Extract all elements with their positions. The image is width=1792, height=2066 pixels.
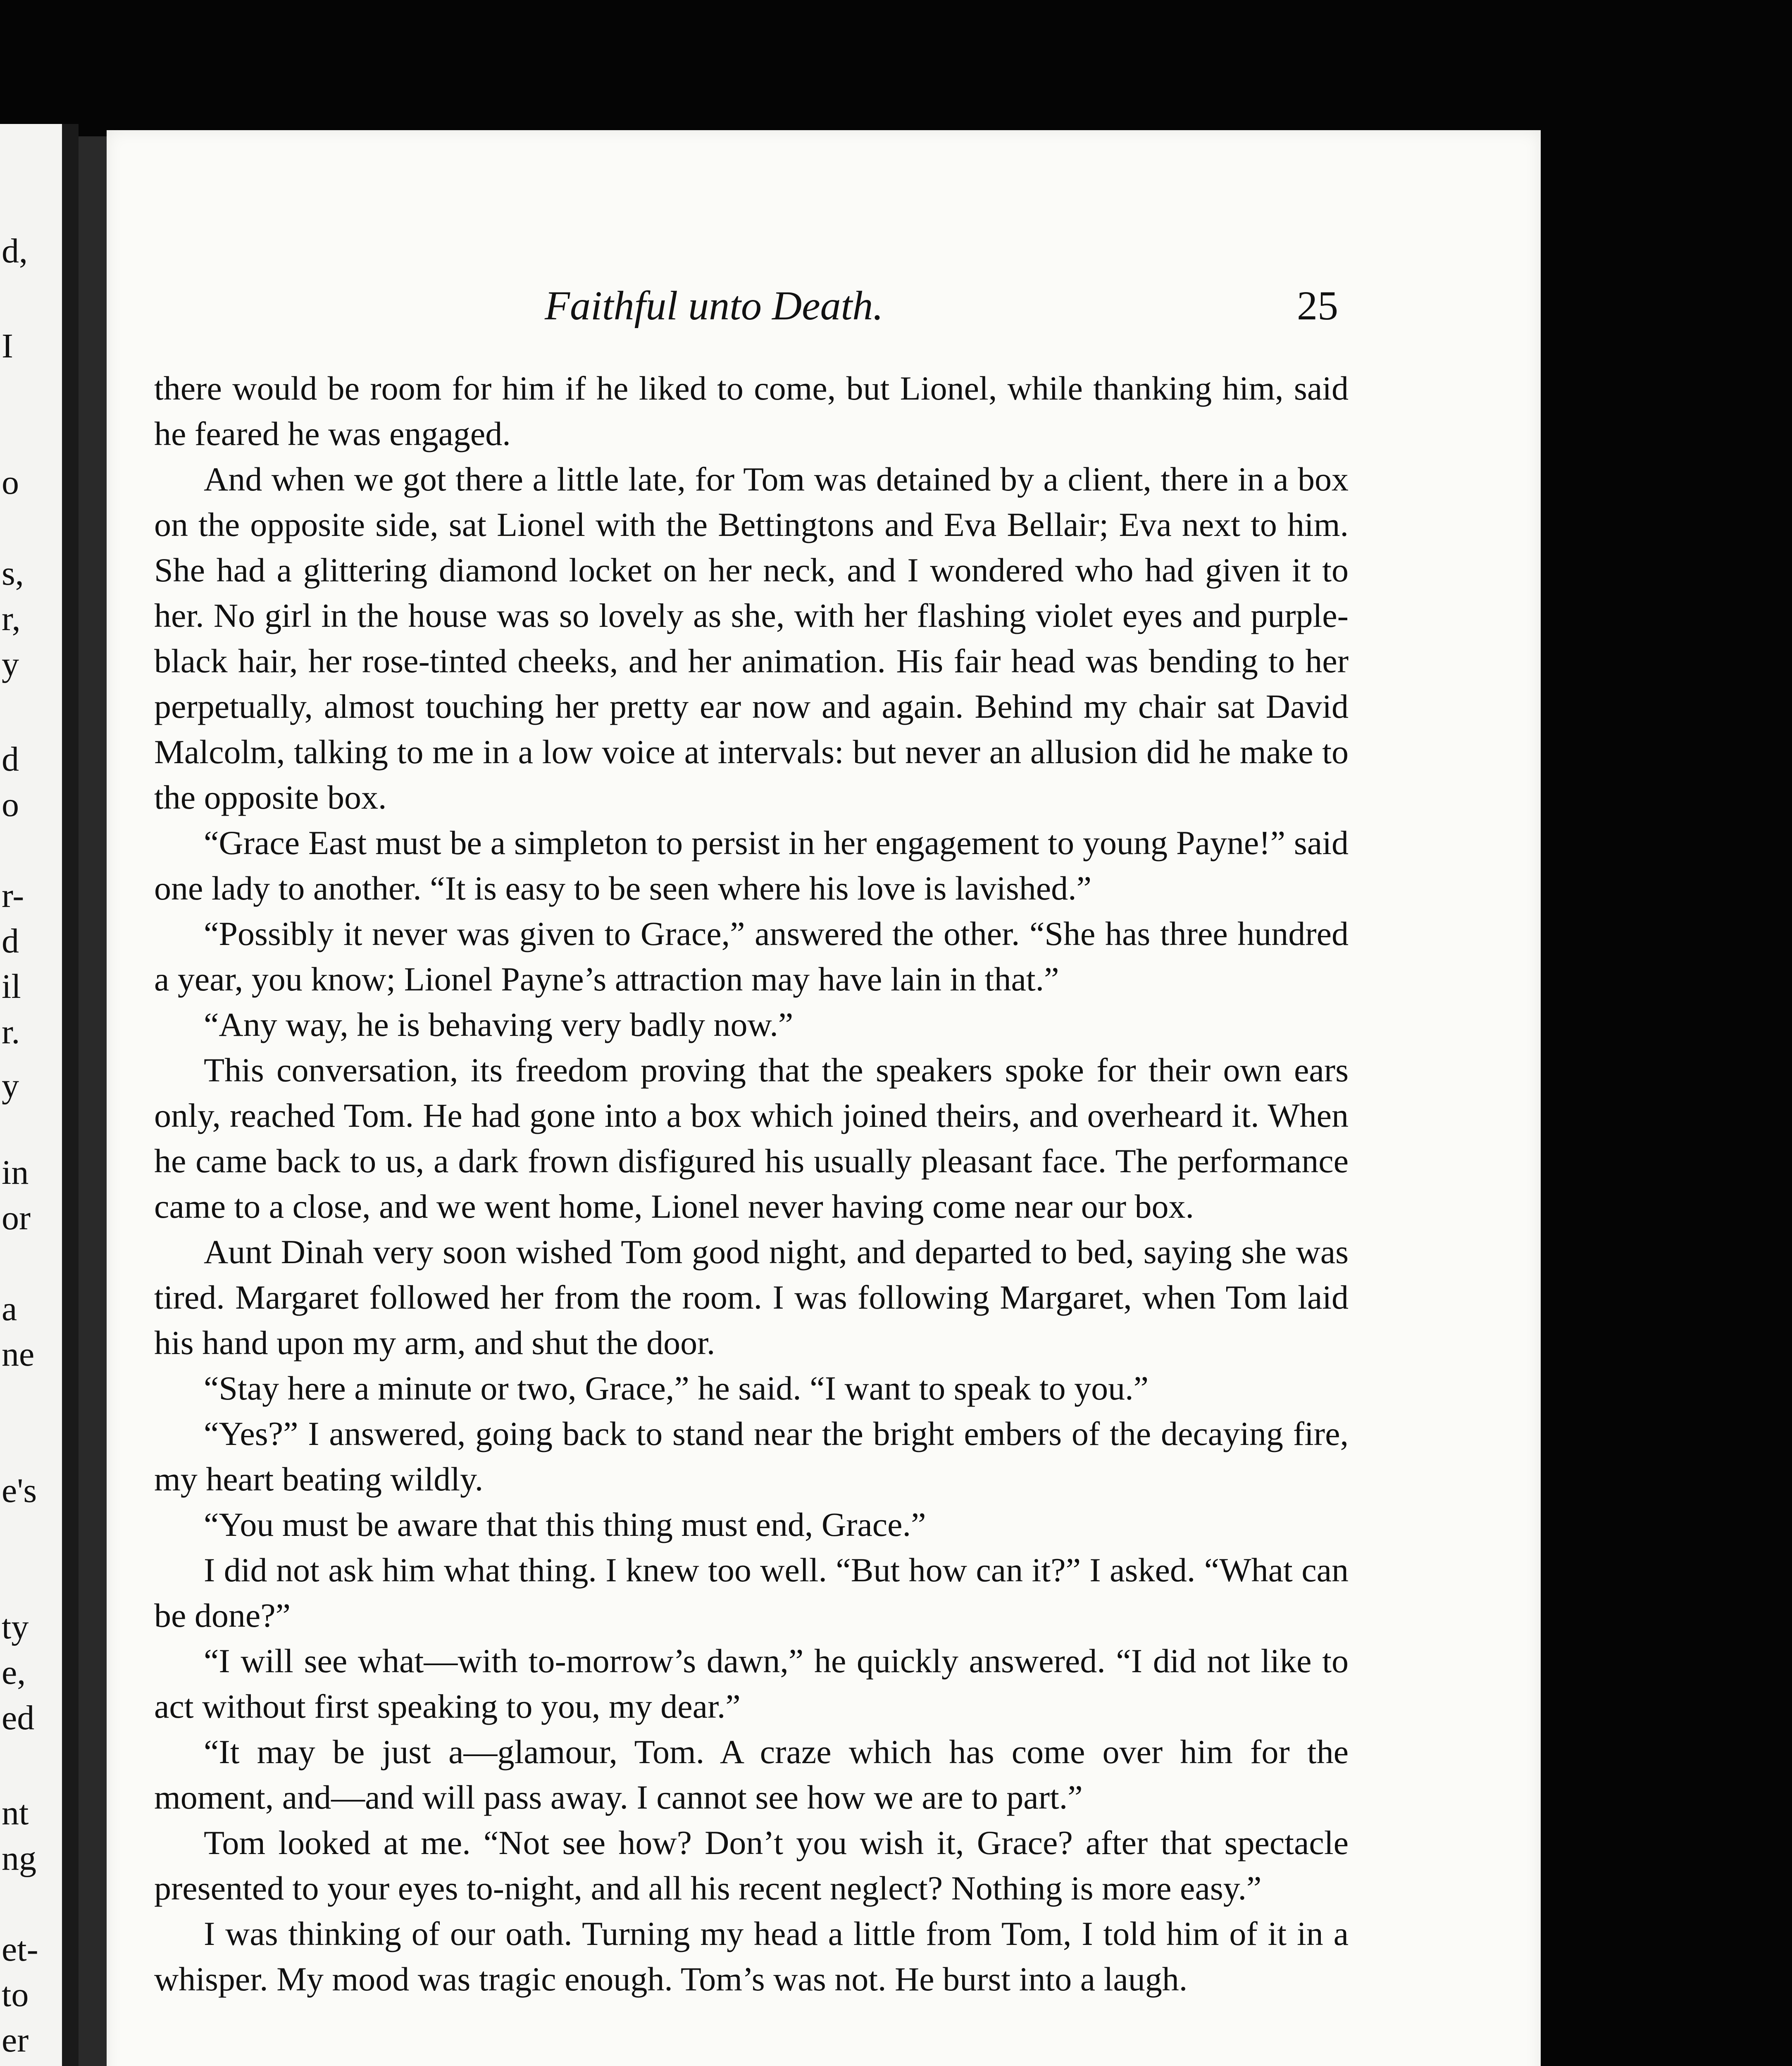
facing-page-fragment: d,: [2, 232, 28, 270]
paragraph: “You must be aware that this thing must end, Grace.”: [204, 1506, 926, 1543]
facing-page-fragment: ne: [2, 1335, 35, 1373]
facing-page-fragment: r.: [2, 1013, 20, 1051]
facing-page-fragment: er: [2, 2021, 29, 2059]
facing-page-fragment: y: [2, 1066, 19, 1105]
paragraph: I did not ask him what thing. I knew too well. “But how can it?” I asked. “What can be done?”: [154, 1551, 1349, 1634]
facing-page-edge: [0, 124, 79, 2066]
facing-page-fragment: d: [2, 922, 19, 960]
running-title: Faithful unto Death.: [545, 283, 884, 328]
paragraph: “Grace East must be a simpleton to persist in her engagement to young Payne!” said one lady to another. “It is easy to be seen where his love is lavished.”: [154, 824, 1349, 907]
facing-page-fragment: ed: [2, 1699, 35, 1737]
running-head: [107, 279, 1541, 333]
paragraph: And when we got there a little late, for Tom was detained by a client, there in a box on the opposite side, sat Lionel with the Bettingtons and Eva Bellair; Eva next to him. She had a glittering diamond locket on her neck, and I wondered who had given it to her. No girl in the house was so lovely as she, with her flashing violet eyes and purple-black hair, her rose-tinted cheeks, and her animation. His fair head was bending to her perpetually, almost touching her pretty ear now and again. Behind my chair sat David Malcolm, talking to me in a low voice at intervals: but never an allusion did he make to the opposite box.: [154, 460, 1349, 816]
facing-page-fragment: ng: [2, 1839, 36, 1878]
facing-page-fragment: y: [2, 645, 19, 683]
paragraph: “I will see what—with to-morrow’s dawn,” he quickly answered. “I did not like to act without first speaking to you, my dear.”: [154, 1642, 1349, 1725]
paragraph: “Any way, he is behaving very badly now.”: [204, 1006, 794, 1043]
facing-page-fragment: ty: [2, 1608, 29, 1646]
facing-page-fragment: o: [2, 463, 19, 502]
facing-page-fragment: r-: [2, 876, 24, 915]
page-body-text: [154, 366, 1349, 2002]
paragraph: This conversation, its freedom proving that the speakers spoke for their own ears only, reached Tom. He had gone into a box which joined theirs, and overheard it. When he came back to us, a dark frown disfigured his usually pleasant face. The performance came to a close, and we went home, Lionel never having come near our box.: [154, 1051, 1349, 1225]
book-page: [107, 130, 1541, 2066]
facing-page-fragment: a: [2, 1290, 17, 1328]
paragraph: I was thinking of our oath. Turning my head a little from Tom, I told him of it in a whisper. My mood was tragic enough. Tom’s was not. He burst into a laugh.: [154, 1915, 1349, 1998]
page-number: 25: [1297, 283, 1338, 328]
facing-page-fragment: s,: [2, 554, 24, 593]
facing-page-fragment: in: [2, 1153, 29, 1192]
facing-page-fragment: et-: [2, 1930, 38, 1968]
facing-page-fragment: nt: [2, 1794, 29, 1832]
facing-page-fragment: e's: [2, 1471, 37, 1510]
paragraph: “Possibly it never was given to Grace,” answered the other. “She has three hundred a year, you know; Lionel Payne’s attraction may have lain in that.”: [154, 915, 1349, 998]
paragraph: Aunt Dinah very soon wished Tom good night, and departed to bed, saying she was tired. Margaret followed her from the room. I was following Margaret, when Tom laid his hand upon my arm, and shut the door.: [154, 1233, 1349, 1361]
paragraph: “Yes?” I answered, going back to stand near the bright embers of the decaying fire, my heart beating wildly.: [154, 1415, 1349, 1498]
facing-page-fragment: or: [2, 1199, 31, 1237]
facing-page-fragment: e,: [2, 1653, 26, 1692]
facing-page-fragment: r,: [2, 600, 21, 638]
paragraph: there would be room for him if he liked to come, but Lionel, while thanking him, said he feared he was engaged.: [154, 369, 1349, 452]
book-gutter: [79, 136, 107, 2066]
facing-page-fragment: o: [2, 785, 19, 824]
paragraph: “It may be just a—glamour, Tom. A craze which has come over him for the moment, and—and will pass away. I cannot see how we are to part.”: [154, 1733, 1349, 1816]
facing-page-fragment: d: [2, 740, 19, 778]
paragraph: “Stay here a minute or two, Grace,” he said. “I want to speak to you.”: [204, 1369, 1149, 1407]
paragraph: Tom looked at me. “Not see how? Don’t you wish it, Grace? after that spectacle presented to your eyes to-night, and all his recent neglect? Nothing is more easy.”: [154, 1824, 1349, 1907]
facing-page-fragment: to: [2, 1976, 29, 2014]
facing-page-fragment: il: [2, 967, 21, 1006]
facing-page-fragment: I: [2, 327, 13, 365]
